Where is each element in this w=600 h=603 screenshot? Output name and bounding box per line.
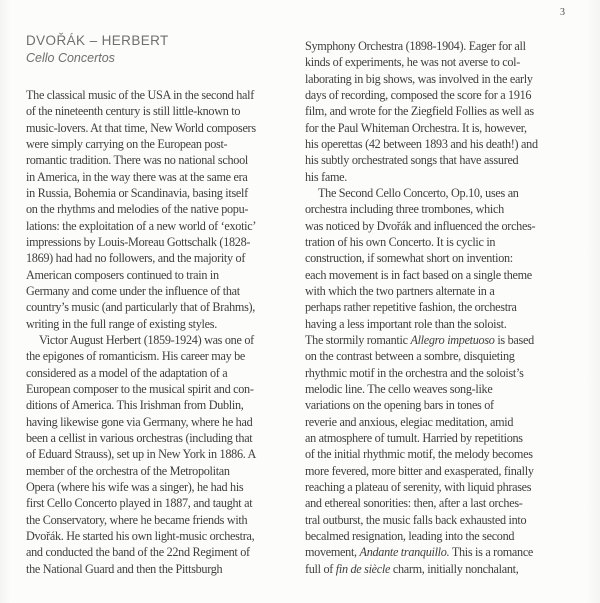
text-line (305, 71, 573, 87)
text-line (26, 267, 284, 283)
text-line (305, 381, 573, 397)
text-run: on the rhythms and melodies of the native popu- (26, 202, 249, 217)
text-line (305, 218, 573, 234)
text-run: The Second Cello Concerto, Op.10, uses an (318, 185, 519, 200)
text-line (305, 430, 573, 446)
text-run: lations: the exploitation of a new world of ‘exotic’ (26, 218, 257, 233)
text-line (26, 381, 284, 397)
text-run: been a cellist in various orchestras (including that (26, 430, 253, 445)
text-line (305, 152, 573, 168)
text-line (305, 495, 573, 511)
text-run: his fame. (305, 169, 347, 184)
italic-text-run: Allegro impetuoso (410, 332, 495, 347)
text-line (305, 544, 573, 560)
text-line (305, 463, 573, 479)
text-run: European composer to the musical spirit and con- (26, 381, 254, 396)
text-line (305, 299, 573, 315)
text-run: impressions by Louis-Moreau Gottschalk (1828- (26, 234, 251, 249)
text-line (26, 201, 284, 217)
italic-text-run: fin de siècle (335, 561, 391, 576)
text-run: were simply carrying on the European post- (26, 136, 228, 151)
text-line (305, 201, 573, 217)
text-line (305, 136, 573, 152)
text-line (26, 479, 284, 495)
left-text-column (26, 87, 284, 577)
text-line (305, 397, 573, 413)
page-number: 3 (560, 7, 565, 18)
text-line (26, 218, 284, 234)
text-line (305, 316, 573, 332)
text-run: with which the two partners alternate in a (305, 283, 495, 298)
text-line (305, 446, 573, 462)
text-line (26, 152, 284, 168)
text-run: days of recording, composed the score for a 1916 (305, 87, 532, 102)
text-run: the National Guard and then the Pittsburgh (26, 561, 223, 576)
text-line (305, 54, 573, 70)
text-line (26, 169, 284, 185)
masthead (26, 33, 169, 65)
text-line (305, 87, 573, 103)
text-run: writing in the full range of existing styles. (26, 316, 217, 331)
text-run: orchestra including three trombones, which (305, 202, 504, 217)
text-run: film, and wrote for the Ziegfield Follies as well as (305, 104, 534, 119)
text-run: having likewise gone via Germany, where he had (26, 414, 253, 429)
text-run: movement, (305, 545, 360, 560)
text-run: member of the orchestra of the Metropolitan (26, 463, 230, 478)
text-line (305, 169, 573, 185)
text-run: 1869) had had no followers, and the majority of (26, 251, 246, 266)
text-line (26, 136, 284, 152)
text-run: reverie and anxious, elegiac meditation, amid (305, 414, 514, 429)
text-run: becalmed resignation, leading into the second (305, 528, 515, 543)
text-run: charm, initially nonchalant, (390, 561, 519, 576)
text-run: The classical music of the USA in the second half (26, 88, 254, 102)
text-line (305, 528, 573, 544)
text-line (26, 234, 284, 250)
text-line (26, 87, 284, 103)
text-run: in America, in the way there was at the same era (26, 169, 248, 184)
text-run: full of (305, 561, 336, 576)
text-run: rhythmic motif in the orchestra and the soloist’s (305, 365, 524, 380)
text-line (26, 185, 284, 201)
text-line (26, 561, 284, 577)
text-line (26, 299, 284, 315)
text-line (26, 544, 284, 560)
text-run: perhaps rather repetitive fashion, the orchestra (305, 300, 517, 315)
text-run: his subtly orchestrated songs that have assured (305, 153, 519, 168)
text-run: Dvořák. He started his own light-music orchestra, (26, 528, 255, 543)
text-run: Opera (where his wife was a singer), he had his (26, 479, 244, 494)
text-run: The stormily romantic (305, 332, 411, 347)
text-run: This is a romance (449, 545, 534, 560)
text-line (305, 332, 573, 348)
text-run: Symphony Orchestra (1898-1904). Eager for all (305, 39, 526, 53)
text-line (26, 463, 284, 479)
text-run: on the contrast between a sombre, disquieting (305, 349, 515, 364)
text-line (305, 348, 573, 364)
text-line (26, 430, 284, 446)
text-run: having a less important role than the soloist. (305, 316, 507, 331)
text-run: country’s music (and particularly that of Brahms), (26, 300, 256, 315)
text-line (305, 561, 573, 577)
text-line (305, 185, 573, 201)
text-run: of the initial rhythmic motif, the melody becomes (305, 447, 533, 462)
text-run: each movement is in fact based on a single theme (305, 267, 532, 282)
text-line (26, 512, 284, 528)
text-line (305, 103, 573, 119)
text-line (26, 397, 284, 413)
text-line (305, 414, 573, 430)
text-line (26, 250, 284, 266)
text-run: laborating in big shows, was involved in the early (305, 71, 533, 86)
text-line (305, 120, 573, 136)
text-line (305, 479, 573, 495)
text-run: more fevered, more bitter and exasperated, finally (305, 463, 534, 478)
right-text-column (305, 38, 573, 577)
text-run: Germany and come under the influence of that (26, 283, 240, 298)
text-line (26, 316, 284, 332)
text-line (26, 103, 284, 119)
text-line (26, 283, 284, 299)
text-run: the Conservatory, where he became friends with (26, 512, 248, 527)
text-run: romantic tradition. There was no national school (26, 153, 248, 168)
text-run: for the Paul Whiteman Orchestra. It is, however, (305, 120, 527, 135)
text-run: of the nineteenth century is still little-known to (26, 104, 241, 119)
text-line (26, 365, 284, 381)
text-line (26, 120, 284, 136)
text-run: and ethereal sonorities: then, after a last orches- (305, 496, 523, 511)
text-run: of Eduard Strauss), set up in New York in 1886. A (26, 447, 257, 462)
text-run: music-lovers. At that time, New World composers (26, 120, 256, 135)
text-run: construction, if somewhat short on invention: (305, 251, 513, 266)
text-line (26, 528, 284, 544)
text-run: was noticed by Dvořák and influenced the orches- (305, 218, 536, 233)
text-run: Victor August Herbert (1859-1924) was one of (39, 332, 254, 347)
text-run: tral outburst, the music falls back exhausted into (305, 512, 527, 527)
text-run: variations on the opening bars in tones of (305, 398, 494, 413)
text-line (305, 234, 573, 250)
text-run: an atmosphere of tumult. Harried by repetitions (305, 430, 523, 445)
page-title: DVOŘÁK – HERBERT (26, 33, 169, 48)
text-run: kinds of experiments, he was not averse to col- (305, 55, 521, 70)
text-line (26, 332, 284, 348)
page-subtitle: Cello Concertos (26, 51, 115, 65)
text-run: in Russia, Bohemia or Scandinavia, basing itself (26, 185, 248, 200)
text-run: ditions of America. This Irishman from Dublin, (26, 398, 244, 413)
text-run: reaching a plateau of serenity, with liquid phrases (305, 479, 532, 494)
text-run: first Cello Concerto played in 1887, and taught at (26, 496, 253, 511)
text-line (305, 512, 573, 528)
text-run: his operettas (42 between 1893 and his death!) and (305, 136, 538, 151)
text-run: tration of his own Concerto. It is cyclic in (305, 234, 496, 249)
text-line (305, 38, 573, 54)
text-line (305, 267, 573, 283)
text-run: considered as a model of the adaptation of a (26, 365, 228, 380)
text-line (26, 348, 284, 364)
text-run: American composers continued to train in (26, 267, 219, 282)
text-run: and conducted the band of the 22nd Regiment of (26, 545, 250, 560)
text-line (26, 495, 284, 511)
text-run: is based (494, 332, 534, 347)
text-line (305, 250, 573, 266)
italic-text-run: Andante tranquillo. (359, 545, 450, 560)
text-run: melodic line. The cello weaves song-like (305, 381, 493, 396)
text-line (305, 365, 573, 381)
text-line (26, 446, 284, 462)
text-run: the epigones of romanticism. His career may be (26, 349, 246, 364)
text-line (26, 414, 284, 430)
text-line (305, 283, 573, 299)
